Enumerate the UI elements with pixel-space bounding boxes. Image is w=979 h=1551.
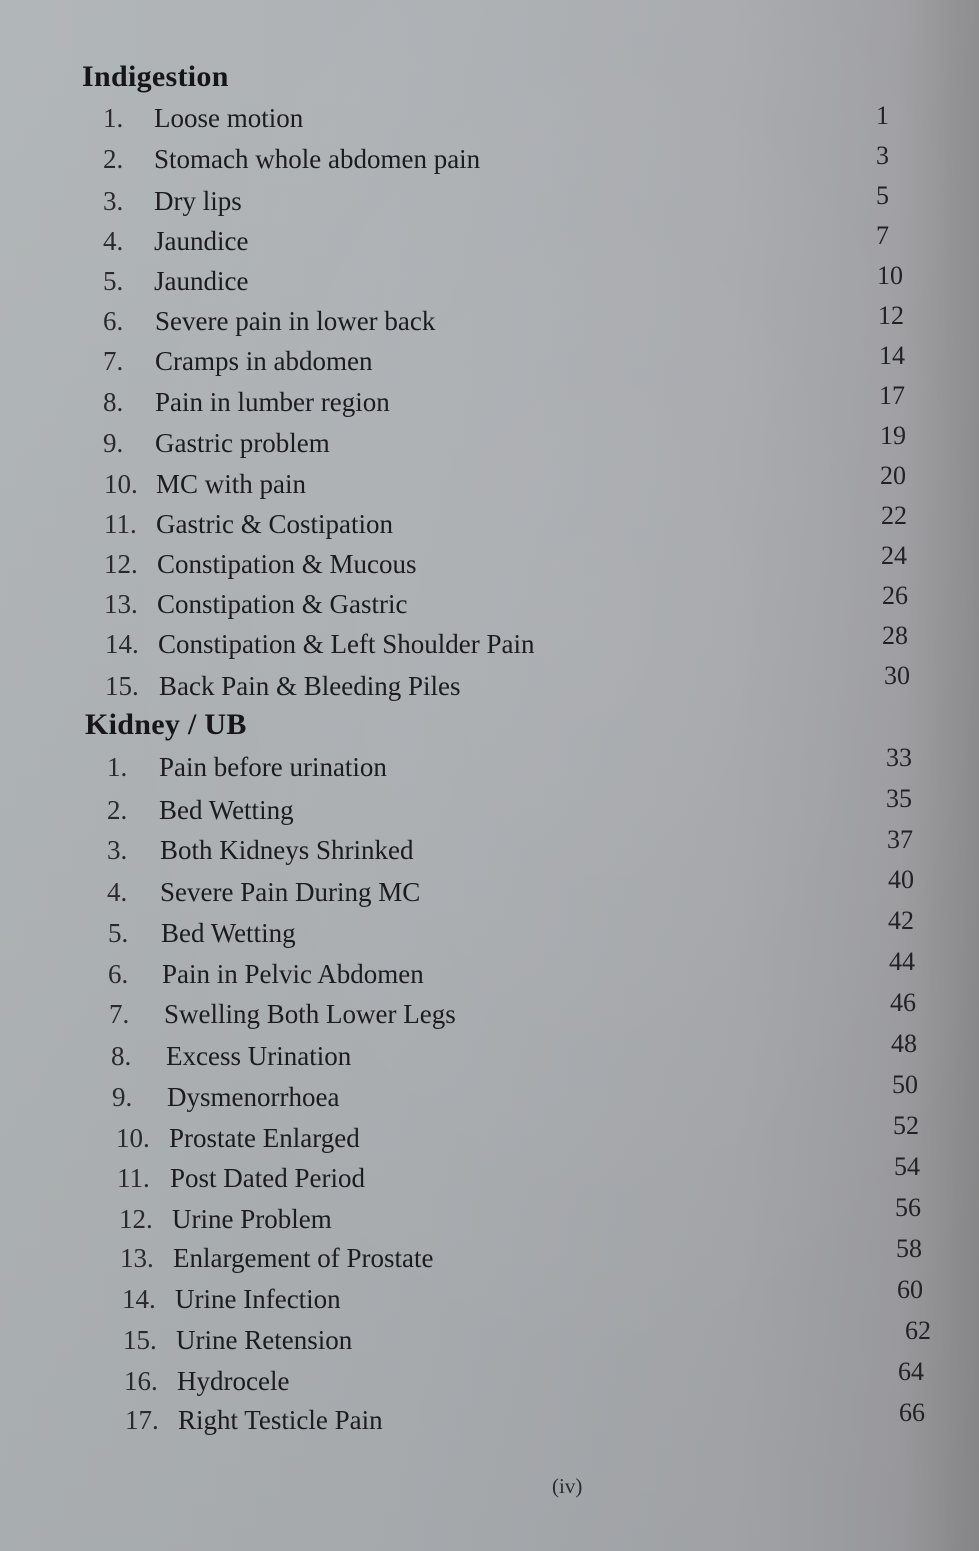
toc-label: Severe Pain During MC	[160, 877, 421, 907]
toc-page-number: 35	[886, 784, 912, 813]
toc-page-number: 37	[887, 825, 913, 854]
toc-page-number: 64	[898, 1357, 924, 1386]
toc-number: 3.	[107, 835, 128, 865]
toc-label: Urine Problem	[172, 1204, 332, 1234]
toc-number: 5.	[103, 266, 124, 296]
toc-row[interactable]	[119, 1201, 719, 1237]
toc-label: Cramps in abdomen	[155, 346, 373, 376]
toc-page-number: 5	[876, 181, 889, 210]
toc-row[interactable]	[125, 1402, 725, 1438]
toc-label: Excess Urination	[166, 1041, 352, 1071]
toc-row[interactable]	[103, 303, 703, 339]
toc-label: Bed Wetting	[161, 918, 296, 948]
toc-page-number: 12	[878, 301, 904, 330]
toc-label: Post Dated Period	[170, 1163, 365, 1193]
toc-row[interactable]	[124, 1363, 724, 1399]
toc-label: Right Testicle Pain	[178, 1405, 383, 1435]
toc-number: 13.	[120, 1243, 154, 1273]
toc-row[interactable]	[103, 425, 703, 461]
toc-page-number: 28	[882, 621, 908, 650]
toc-row[interactable]	[104, 586, 704, 622]
toc-label: Pain before urination	[159, 752, 387, 782]
toc-page-number: 17	[879, 381, 905, 410]
toc-number: 15.	[105, 671, 139, 701]
toc-page-number: 62	[905, 1316, 931, 1345]
toc-page-number: 1	[876, 101, 889, 130]
toc-row[interactable]	[104, 546, 704, 582]
toc-label: Gastric & Costipation	[156, 509, 393, 539]
toc-number: 14.	[122, 1284, 156, 1314]
toc-label: Pain in lumber region	[155, 387, 390, 417]
section-title-indigestion: Indigestion	[82, 60, 229, 93]
toc-row[interactable]	[103, 141, 703, 177]
toc-page-number: 42	[888, 906, 914, 935]
toc-number: 3.	[103, 186, 124, 216]
toc-page-number: 10	[877, 261, 903, 290]
toc-page-number: 7	[876, 221, 889, 250]
toc-page-number: 19	[880, 421, 906, 450]
toc-number: 12.	[104, 549, 138, 579]
toc-row[interactable]	[103, 384, 703, 420]
toc-row[interactable]	[122, 1281, 722, 1317]
toc-label: Both Kidneys Shrinked	[160, 835, 414, 865]
toc-number: 2.	[103, 144, 124, 174]
toc-row[interactable]	[105, 668, 705, 704]
toc-label: Stomach whole abdomen pain	[154, 144, 481, 174]
toc-row[interactable]	[108, 915, 708, 951]
toc-row[interactable]	[112, 1079, 712, 1115]
toc-number: 8.	[103, 387, 124, 417]
toc-number: 2.	[107, 795, 128, 825]
toc-page-number: 14	[879, 341, 905, 370]
toc-row[interactable]	[107, 874, 707, 910]
toc-page-number: 30	[884, 661, 910, 690]
toc-row[interactable]	[107, 832, 707, 868]
toc-number: 16.	[124, 1366, 158, 1396]
toc-number: 7.	[109, 999, 130, 1029]
toc-label: Prostate Enlarged	[169, 1123, 360, 1153]
toc-row[interactable]	[103, 100, 703, 136]
toc-page-number: 56	[895, 1193, 921, 1222]
toc-number: 6.	[108, 959, 129, 989]
toc-row[interactable]	[104, 506, 704, 542]
toc-row[interactable]	[123, 1322, 723, 1358]
toc-page-number: 20	[880, 461, 906, 490]
toc-label: Jaundice	[154, 226, 249, 256]
toc-row[interactable]	[111, 1038, 711, 1074]
toc-row[interactable]	[120, 1240, 720, 1276]
toc-label: Severe pain in lower back	[155, 306, 436, 336]
toc-label: Dysmenorrhoea	[167, 1082, 340, 1112]
toc-row[interactable]	[117, 1160, 717, 1196]
toc-page-number: 22	[881, 501, 907, 530]
toc-page-number: 24	[881, 541, 907, 570]
toc-page-number: 40	[888, 865, 914, 894]
toc-label: Dry lips	[154, 186, 242, 216]
toc-number: 4.	[103, 226, 124, 256]
toc-page-number: 54	[894, 1152, 920, 1181]
toc-row[interactable]	[109, 996, 709, 1032]
toc-row[interactable]	[107, 749, 707, 785]
toc-number: 10.	[104, 469, 138, 499]
toc-label: Constipation & Gastric	[157, 589, 408, 619]
toc-number: 11.	[104, 509, 137, 539]
toc-page-number: 48	[891, 1029, 917, 1058]
toc-number: 9.	[103, 428, 124, 458]
toc-label: Urine Retension	[176, 1325, 353, 1355]
toc-number: 11.	[117, 1163, 150, 1193]
toc-page-number: 33	[886, 743, 912, 772]
page-number-footer: (iv)	[552, 1474, 583, 1498]
toc-label: Gastric problem	[155, 428, 330, 458]
toc-label: Bed Wetting	[159, 795, 294, 825]
toc-number: 1.	[107, 752, 128, 782]
toc-label: MC with pain	[156, 469, 307, 499]
toc-label: Swelling Both Lower Legs	[164, 999, 456, 1029]
toc-page-number: 60	[897, 1275, 923, 1304]
toc-label: Urine Infection	[175, 1284, 341, 1314]
toc-page-number: 3	[876, 141, 889, 170]
toc-number: 8.	[111, 1041, 132, 1071]
toc-label: Hydrocele	[177, 1366, 290, 1396]
toc-row[interactable]	[105, 626, 705, 662]
toc-number: 15.	[123, 1325, 157, 1355]
toc-label: Jaundice	[154, 266, 249, 296]
toc-number: 1.	[103, 103, 124, 133]
toc-number: 6.	[103, 306, 124, 336]
toc-number: 7.	[103, 346, 124, 376]
toc-number: 17.	[125, 1405, 159, 1435]
section-title-kidney-ub: Kidney / UB	[85, 708, 247, 741]
toc-label: Constipation & Mucous	[157, 549, 417, 579]
toc-label: Back Pain & Bleeding Piles	[159, 671, 461, 701]
toc-page-number: 66	[899, 1398, 925, 1427]
toc-row[interactable]	[103, 263, 703, 299]
toc-row[interactable]	[108, 956, 708, 992]
toc-row[interactable]	[103, 343, 703, 379]
toc-row[interactable]	[103, 183, 703, 219]
toc-number: 5.	[108, 918, 129, 948]
toc-label: Constipation & Left Shoulder Pain	[158, 629, 535, 659]
toc-number: 12.	[119, 1204, 153, 1234]
toc-label: Pain in Pelvic Abdomen	[162, 959, 424, 989]
toc-number: 13.	[104, 589, 138, 619]
toc-row[interactable]	[103, 223, 703, 259]
toc-number: 4.	[107, 877, 128, 907]
toc-number: 9.	[112, 1082, 133, 1112]
toc-page-number: 26	[882, 581, 908, 610]
toc-page-number: 50	[892, 1070, 918, 1099]
toc-number: 10.	[116, 1123, 150, 1153]
toc-page-number: 44	[889, 947, 915, 976]
toc-page-number: 52	[893, 1111, 919, 1140]
toc-row[interactable]	[104, 466, 704, 502]
toc-page-number: 46	[890, 988, 916, 1017]
toc-row[interactable]	[116, 1120, 716, 1156]
toc-page-number: 58	[896, 1234, 922, 1263]
toc-label: Loose motion	[154, 103, 304, 133]
toc-label: Enlargement of Prostate	[173, 1243, 434, 1273]
toc-number: 14.	[105, 629, 139, 659]
toc-row[interactable]	[107, 792, 707, 828]
